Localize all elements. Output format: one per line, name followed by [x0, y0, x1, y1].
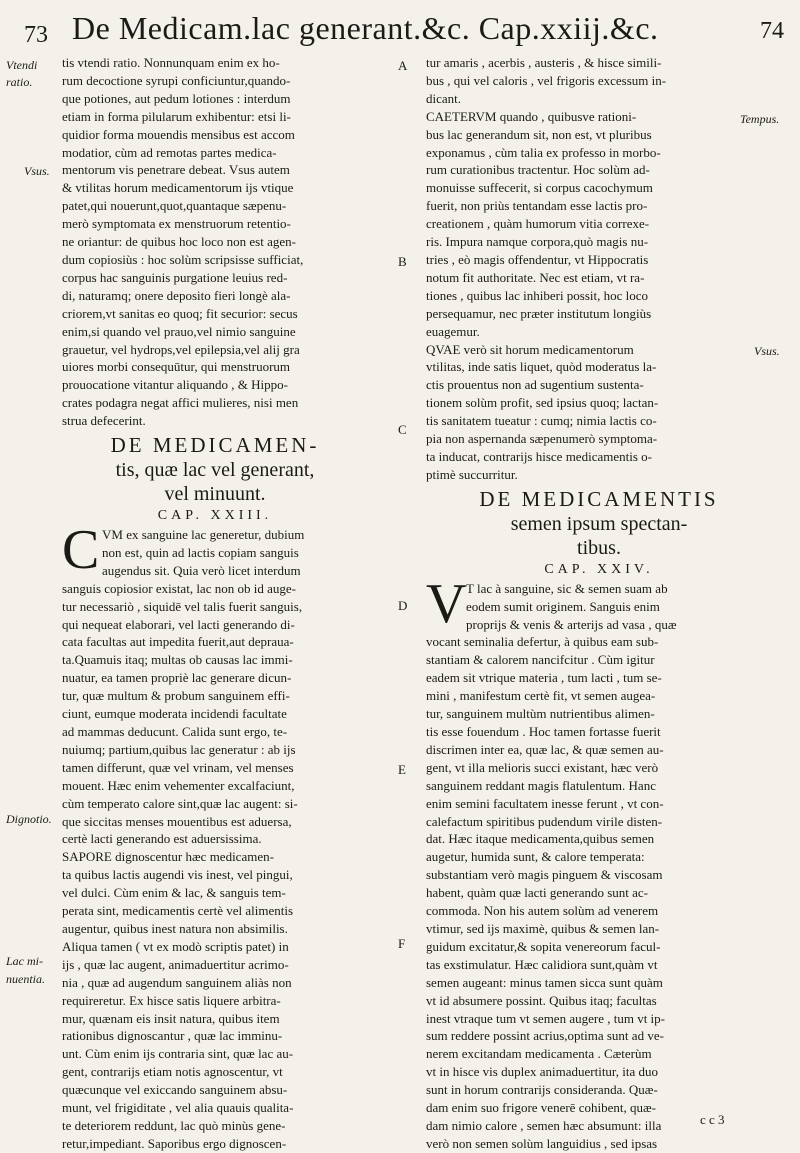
text-line: euagemur.	[426, 323, 480, 339]
text-line: nerem excitandam medicamenta . Cæterùm	[426, 1046, 652, 1062]
margin-note-vsus: Vsus.	[24, 164, 50, 178]
section-letter-b: B	[398, 254, 407, 269]
left-drop-cap: C	[62, 519, 100, 582]
text-line: vocant seminalia defertur, à quibus eam sub-	[426, 634, 659, 650]
chapter-24-heading-line-3: tibus.	[577, 536, 621, 559]
text-line: vt in hisce vis duplex animaduertitur, ita duo	[426, 1064, 658, 1080]
left-dropcap-lines	[62, 526, 368, 580]
text-line: eodem sumit originem. Sanguis enim	[466, 598, 660, 614]
text-line: que siccitas menses mouentibus est aduersa,	[62, 813, 292, 829]
text-line: tur, sanguinem multùm nutrientibus alimen-	[426, 706, 655, 722]
text-line: substantiam verò magis pinguem & viscosam	[426, 867, 663, 883]
chapter-24-heading-line-1: DE MEDICAMENTIS	[479, 486, 719, 511]
right-paragraph-1	[426, 54, 772, 484]
right-drop-cap: V	[426, 572, 467, 635]
text-line: certè lacti generando est aduersissima.	[62, 831, 262, 847]
text-line: guidum excitatur,& sopita venereorum facul-	[426, 938, 661, 954]
text-line: munt, vel frigiditate , vel alia quauis qualita-	[62, 1100, 294, 1116]
text-line: sunt in horum contrarijs consideranda. Quæ-	[426, 1082, 658, 1098]
text-line: eadem sit vtrique materia , tum lacti , tum se-	[426, 670, 662, 686]
text-line: que potiones, aut pedum lotiones : interdum	[62, 90, 291, 106]
text-line: rationibus dignoscantur , quæ lac imminu-	[62, 1028, 283, 1044]
text-line: notum fit authoritate. Nec est etiam, vt ra-	[426, 269, 645, 285]
text-line: tis sanitatem tueatur : cumq; nimia lactis co-	[426, 413, 657, 429]
text-line: tamen differunt, quæ vel vrinam, vel menses	[62, 759, 294, 775]
text-line: grauetur, vel hydrops,vel epilepsia,vel alij gra	[62, 341, 300, 357]
chapter-23-heading-line-1: DE MEDICAMEN-	[110, 433, 320, 458]
text-line: verò non semen solùm languidius , sed ipsas	[426, 1135, 658, 1151]
text-line: ijs , quæ lac augent, animaduertitur acrimo-	[62, 956, 289, 972]
text-line: tis esse fouendum . Hoc tamen fortasse fuerit	[426, 724, 661, 739]
text-line: SAPORE dignoscentur hæc medicamen-	[62, 849, 274, 865]
text-line: enim semini facultatem inesse ferunt , vt con-	[426, 795, 664, 811]
text-line: mouent. Hæc enim vehementer excalfaciunt,	[62, 777, 295, 793]
text-line: T lac à sanguine, sic & semen suam ab	[466, 580, 668, 596]
text-line: rum decoctione syrupi conficiuntur,quando-	[62, 72, 291, 88]
text-line: retur,impediant. Saporibus ergo dignoscen-	[62, 1135, 287, 1151]
text-line: non est, quin ad lactis copiam sanguis	[102, 544, 299, 560]
running-title: De Medicam.lac generant.&c. Cap.xxiij.&c.	[72, 10, 659, 46]
text-line: nia , quæ ad augendum sanguinem aliàs non	[62, 974, 292, 990]
running-header	[24, 6, 784, 52]
chapter-24-number: CAP. XXIV.	[544, 561, 654, 577]
text-line: augendus sit. Quia verò licet interdum	[102, 562, 301, 578]
text-line: merò symptomata ex menstruorum retentio-	[62, 216, 291, 232]
margin-note-dignotio: Dignotio.	[6, 812, 52, 826]
section-letter-a: A	[398, 58, 408, 73]
text-line: vt id absumere possint. Quibus itaq; facultas	[426, 992, 657, 1008]
text-line: dat. Hæc itaque medicamenta,quibus semen	[426, 831, 655, 847]
section-letter-d: D	[398, 598, 408, 613]
text-line: ad mammas deducunt. Calida sunt ergo, te-	[62, 724, 288, 739]
text-line: nuiumq; partium,quibus lac generatur : ab ijs	[62, 741, 296, 757]
text-line: criorem,vt sanitas eo quoq; fit securior: secus	[62, 305, 298, 321]
text-line: fuerit, non priùs tentandam esse lactis pro-	[426, 198, 648, 214]
text-line: dum copiosiùs : hoc solùm scripsisse sufficiat,	[62, 251, 304, 267]
text-line: di, naturamq; onere deposito fieri longè ala-	[62, 287, 291, 303]
section-letter-f: F	[398, 936, 406, 951]
page-number-left: 73	[24, 22, 48, 48]
left-column	[62, 54, 368, 1153]
text-line: QVAE verò sit horum medicamentorum	[426, 341, 634, 357]
margin-note-nuentia: nuentia.	[6, 972, 45, 986]
text-line: ris. Impura namque corpora,quò magis nu-	[426, 234, 649, 250]
text-line: mur, quænam eis insit natura, quibus item	[62, 1010, 280, 1026]
text-line: exponamus , cùm talia ex professo in morbo-	[426, 144, 661, 160]
text-line: tries , eò magis offendentur, vt Hippocratis	[426, 251, 649, 267]
margin-note-ratio: ratio.	[6, 75, 33, 89]
text-line: gent, contrarijs etiam notis agnoscentur, vt	[62, 1064, 283, 1080]
text-line: Aliqua tamen ( vt ex modò scriptis patet) in	[62, 938, 289, 954]
section-letter-e: E	[398, 762, 406, 777]
page-number-right: 74	[760, 18, 784, 44]
text-line: cùm temperato calore sint,quæ lac augent: si-	[62, 795, 298, 811]
text-line: CAETERVM quando , quibusve rationi-	[426, 108, 637, 124]
margin-note-vtendi: Vtendi	[6, 58, 38, 72]
text-line: unt. Cùm enim ijs contraria sint, quæ lac au-	[62, 1046, 294, 1062]
text-line: calefactum spiritibus pudendum virile disten-	[426, 813, 663, 829]
text-line: mini , manifestum certè fit, vt semen augea-	[426, 688, 656, 704]
text-line: tis vtendi ratio. Nonnunquam enim ex ho-	[62, 55, 280, 70]
chapter-24-heading-line-2: semen ipsum spectan-	[510, 512, 688, 535]
text-line: tiones , quibus lac inhiberi possit, hoc loco	[426, 287, 649, 303]
text-line: strua defecerint.	[62, 413, 146, 429]
text-line: gent, vt illa melioris succi existant, hæc verò	[426, 759, 659, 775]
text-line: patet,qui nouerunt,quot,quantaque sæpenu-	[62, 198, 287, 214]
text-line: dam enim suo frigore venerē cohibent, quæ-	[426, 1100, 656, 1116]
text-line: tur, quæ multum & probum sanguinem effi-	[62, 688, 290, 704]
text-line: persequamur, nec præter institutum longiùs	[426, 305, 652, 321]
margin-note-lac-mi: Lac mi-	[6, 954, 43, 968]
text-line: crates podagra negat affici mulieres, nisi men	[62, 395, 299, 411]
text-line: & vtilitas horum medicamentorum ijs vtique	[62, 180, 294, 196]
right-dropcap-lines	[426, 580, 772, 634]
text-line: etiam in forma pilularum exhibentur: etsi li-	[62, 108, 291, 124]
text-line: sum reddere possint acrius,optima sunt ad ve-	[426, 1028, 664, 1044]
text-line: enim,si quando vel prauo,vel nimio sanguine	[62, 323, 296, 339]
text-line: cata facultas aut impedita fuerit,aut deprauа-	[62, 634, 294, 650]
text-line: creationem , quàm humorum vitia correxe-	[426, 216, 650, 232]
text-line: augentur, quibus inest natura non absimilis.	[62, 920, 288, 936]
text-line: prouocatione vitantur aliquando , & Hippo-	[62, 377, 289, 393]
chapter-23-heading-line-3: vel minuunt.	[164, 483, 266, 506]
text-line: uiores morbi consequūtur, qui menstruorum	[62, 359, 291, 375]
text-line: te deteriorem reddunt, lac quò minùs gene-	[62, 1117, 286, 1133]
text-line: tur amaris , acerbis , austeris , & hisce simili-	[426, 55, 662, 70]
text-line: tur necessariò , siquidē vel talis fuerit sanguis,	[62, 598, 303, 614]
text-line: quæcunque vel exiccando sanguinem absu-	[62, 1082, 288, 1098]
right-paragraph-2	[426, 633, 772, 1152]
text-line: dam nimio calore , semen hæc absumunt: illa	[426, 1117, 662, 1133]
text-line: proprijs & venis & arterijs ad vasa , quæ	[466, 616, 677, 632]
left-paragraph-1	[62, 54, 368, 430]
text-line: ta inducat, contrarijs hisce medicamentis o-	[426, 448, 652, 464]
margin-note-tempus: Tempus.	[740, 112, 780, 126]
text-line: modatior, cùm ad remotas partes medica-	[62, 144, 277, 160]
text-line: pia non aspernanda sæpenumerò symptoma-	[426, 431, 658, 447]
text-line: corpus hac sanguinis purgatione leuius red-	[62, 269, 288, 285]
text-line: tas exstimulatur. Hæc calidiora sunt,quàm vt	[426, 956, 658, 972]
text-line: semen augeant: minus tamen sicca sunt quàm	[426, 974, 663, 990]
text-line: bus , qui vel caloris , vel frigoris excessum in-	[426, 72, 667, 88]
text-line: vtilitas, inde satis liquet, quòd moderatus la-	[426, 359, 657, 375]
text-line: monuisse suffecerit, si corpus cacochymum	[426, 180, 653, 196]
right-column	[426, 54, 772, 1153]
section-letter-c: C	[398, 422, 407, 437]
text-line: sanguis copiosior existat, lac non ob id auge-	[62, 580, 296, 596]
text-line: augetur, humida sunt, & calore temperata:	[426, 849, 645, 865]
text-line: perata sint, medicamentis certè vel alimentis	[62, 903, 294, 919]
text-line: requireretur. Ex hisce satis liquere arbitra-	[62, 992, 281, 1008]
text-line: qui nequeat elaborari, vel lacti generando di-	[62, 616, 295, 632]
signature-mark: c c 3	[700, 1112, 725, 1127]
text-line: bus lac generandum sit, non est, vt pluribus	[426, 126, 652, 142]
text-line: vel dulci. Cùm enim & lac, & sanguis tem-	[62, 885, 286, 901]
text-line: ta quibus lactis augendi vis inest, vel pingui,	[62, 867, 293, 883]
text-line: rum curationibus tractentur. Hoc solùm ad-	[426, 162, 650, 178]
text-line: ne oriantur: de quibus hoc loco non est agen-	[62, 234, 296, 250]
right-dropcap-block	[426, 572, 772, 635]
text-line: quidior forma mouendis mensibus est accom	[62, 126, 295, 142]
chapter-23-number: CAP. XXIII.	[157, 508, 273, 524]
text-line: dicant.	[426, 90, 462, 106]
text-line: VM ex sanguine lac generetur, dubium	[102, 527, 305, 543]
left-paragraph-2	[62, 580, 368, 1153]
text-line: nuatur, ea tamen propriè lac generare dicun-	[62, 670, 292, 686]
text-line: mentorum vis penetrare debeat. Vsus autem	[62, 162, 290, 178]
chapter-23-heading-line-2: tis, quæ lac vel generant,	[115, 459, 315, 482]
text-line: sanguinem reddant magis flatulentum. Hanc	[426, 777, 656, 793]
text-line: ctis prouentus non ad sugentium sustenta-	[426, 377, 644, 393]
text-line: ptimè succurritur.	[426, 466, 518, 482]
text-line: inest vtraque tum vt semen augere , tum vt ip-	[426, 1010, 665, 1026]
text-line: stantiam & calorem nancifcitur . Cùm igitur	[426, 652, 655, 668]
text-line: tionem solùm profit, sed ipsius quoq; lactan-	[426, 395, 659, 411]
text-line: ta.Quamuis itaq; multas ob causas lac immi-	[62, 652, 293, 668]
left-dropcap-block	[62, 519, 368, 582]
margin-note-vsus-right: Vsus.	[754, 344, 780, 358]
text-line: commoda. Non his autem solùm ad venerem	[426, 903, 659, 919]
text-line: discrimen inter ea, quæ lac, & quæ semen au-	[426, 741, 664, 757]
text-line: habent, quàm quæ lacti generando sunt ac-	[426, 885, 649, 901]
text-line: vtimur, sed ijs maximè, quibus & semen lan-	[426, 920, 660, 936]
text-line: ciunt, eumque moderata incidendi facultate	[62, 706, 287, 722]
